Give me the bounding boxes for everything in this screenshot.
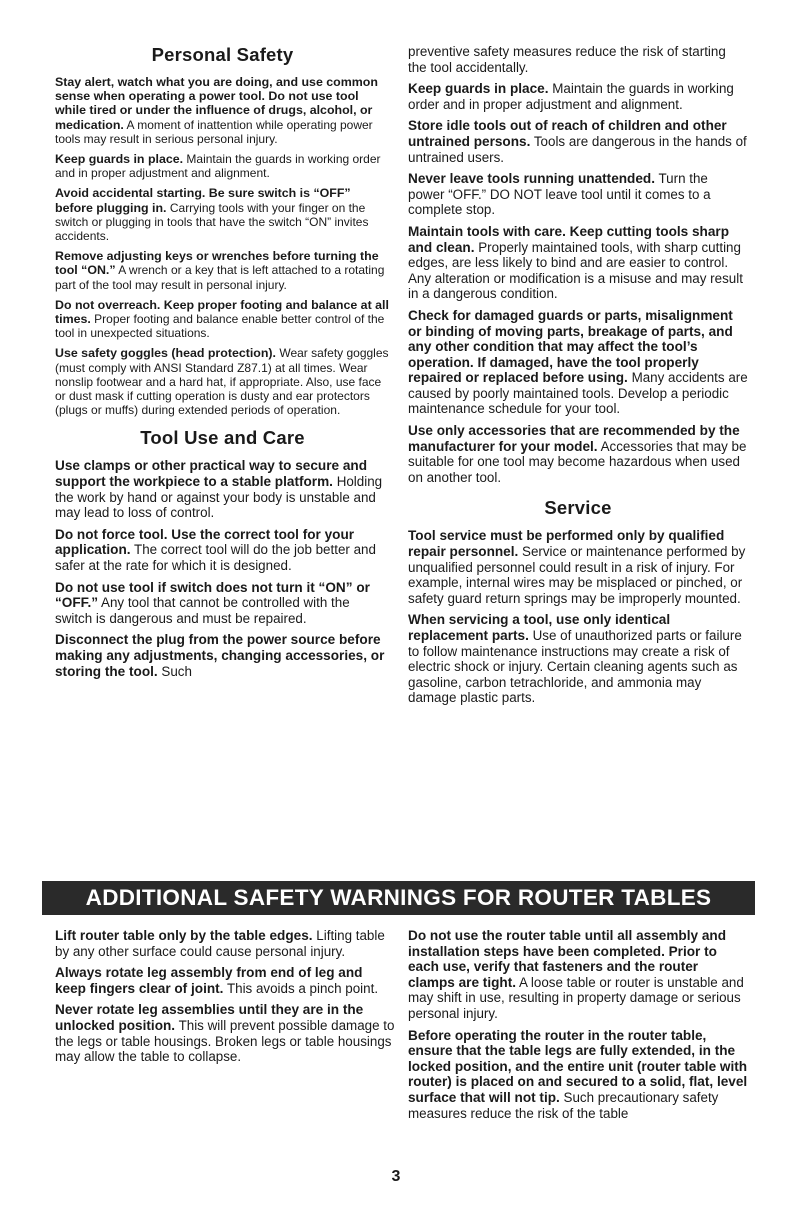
paragraph-body: Such precautionary safety measures reduce the risk of the table [408, 1089, 719, 1121]
paragraph-lead: Tool service must be performed only by qualified repair personnel. [408, 528, 725, 560]
paragraph-lead: Maintain tools with care. Keep cutting tools sharp and clean. [408, 223, 729, 255]
paragraph [408, 423, 748, 485]
paragraph-body: This will prevent possible damage to the legs or table housings. Broken legs or table housings may allow the table to collapse. [55, 1017, 395, 1065]
paragraph-lead: Always rotate leg assembly from end of leg and keep fingers clear of joint. [55, 965, 363, 996]
paragraph [55, 186, 390, 243]
paragraph-lead: Check for damaged guards or parts, misalignment or binding of moving parts, breakage of parts, and any other condition that may affect the tool’s operation. If damaged, have the tool properly repaired or replaced before using. [408, 307, 733, 386]
paragraph-lead: Store idle tools out of reach of children and other untrained persons. [408, 118, 727, 149]
paragraph-lead: Stay alert, watch what you are doing, and use common sense when operating a power tool. Do not use tool while tired or under the influence of drugs, alcohol, or medication. [55, 75, 378, 132]
paragraph-body: Maintain the guards in working order and in proper adjustment and alignment. [408, 81, 734, 112]
paragraph-body: Holding the work by hand or against your body is unstable and may lead to loss of control. [55, 474, 383, 521]
column-right-top [408, 44, 748, 712]
paragraph-lead: Do not use tool if switch does not turn it “ON” or “OFF.” [55, 579, 370, 611]
paragraph-body: Turn the power “OFF.” DO NOT leave tool until it comes to a complete stop. [408, 171, 711, 218]
paragraph-body: Properly maintained tools, with sharp cutting edges, are less likely to bind and are easier to control. Any alteration or modification is a misuse and may result in a dangerous condition. [408, 239, 743, 302]
paragraph [55, 249, 390, 292]
paragraph-lead: Keep guards in place. [408, 81, 549, 97]
paragraph-body: Such [157, 663, 192, 679]
paragraph-lead: Never leave tools running unattended. [408, 171, 655, 187]
paragraph-lead: Never rotate leg assemblies until they are in the unlocked position. [55, 1002, 364, 1033]
paragraph [408, 118, 748, 165]
paragraph-body: Tools are dangerous in the hands of untrained users. [408, 133, 747, 165]
paragraph [55, 298, 390, 341]
page-number: 3 [391, 1168, 401, 1185]
paragraph [408, 81, 748, 112]
paragraph-body: Maintain the guards in working order and in proper adjustment and alignment. [55, 152, 381, 181]
paragraph-lead: Do not use the router table until all assembly and installation steps have been completed. Prior to each use, verify that fasteners and the router clamps are tight. [408, 928, 726, 990]
personal-safety-heading: Personal Safety [151, 44, 294, 65]
paragraph-lead: Do not force tool. Use the correct tool for your application. [55, 526, 355, 558]
paragraph [55, 346, 390, 417]
paragraph [55, 632, 390, 679]
paragraph-body: A loose table or router is unstable and may shift in use, resulting in property damage or serious personal injury. [408, 974, 744, 1021]
paragraph-lead: Before operating the router in the router table, ensure that the table legs are fully extended, in the locked position, and the entire unit (router table with router) is placed on and secured to a solid, flat, level surface that will not tip. [408, 1027, 748, 1105]
paragraph [55, 75, 390, 146]
paragraph-body: Lifting table by any other surface could cause personal injury. [55, 928, 385, 959]
paragraph-body: This avoids a pinch point. [223, 980, 379, 996]
tool-use-heading: Tool Use and Care [140, 427, 305, 449]
column-left-top [55, 44, 390, 685]
paragraph [408, 308, 748, 417]
paragraph-body: Any tool that cannot be controlled with the switch is dangerous and must be repaired. [55, 595, 350, 626]
paragraph-lead: Avoid accidental starting. Be sure switch is “OFF” before plugging in. [55, 186, 351, 215]
paragraph-body: Proper footing and balance enable better control of the tool in unexpected situations. [55, 312, 385, 341]
paragraph [408, 171, 748, 218]
paragraph-lead: Remove adjusting keys or wrenches before turning the tool “ON.” [55, 249, 379, 278]
column-left-bottom [55, 928, 397, 1071]
paragraph [55, 1002, 397, 1064]
paragraph-lead: Disconnect the plug from the power source before making any adjustments, changing accessories, or storing the tool. [55, 632, 385, 679]
paragraph-body: Use of unauthorized parts or failure to follow maintenance instructions may create a risk of electric shock or injury. Certain cleaning agents such as gasoline, carbon tetrachloride, and ammonia may damage plastic parts. [408, 628, 742, 706]
router-table-warnings-banner: ADDITIONAL SAFETY WARNINGS FOR ROUTER TABLES [42, 881, 755, 915]
paragraph [55, 152, 390, 180]
paragraph [55, 458, 390, 520]
paragraph-body: A wrench or a key that is left attached to a rotating part of the tool may result in personal injury. [55, 263, 385, 292]
paragraph-lead: Use clamps or other practical way to secure and support the workpiece to a stable platform. [55, 458, 368, 490]
paragraph [408, 1028, 748, 1122]
paragraph-body: Carrying tools with your finger on the switch or plugging in tools that have the switch “ON” invites accidents. [55, 200, 369, 244]
paragraph-body: Many accidents are caused by poorly maintained tools. Develop a periodic maintenance schedule for your tool. [408, 370, 748, 417]
paragraph-lead: When servicing a tool, use only identical replacement parts. [408, 612, 671, 643]
service-heading: Service [544, 497, 612, 519]
paragraph-lead: Lift router table only by the table edges. [55, 928, 313, 943]
paragraph-body: Service or maintenance performed by unqualified personnel could result in a risk of injury. For example, internal wires may be misplaced or pinched, or safety guard return springs may be improperly mounted. [408, 544, 746, 606]
paragraph [55, 928, 397, 959]
paragraph-body: Accessories that may be suitable for one tool may become hazardous when used on another tool. [408, 438, 747, 485]
paragraph [408, 612, 748, 706]
paragraph-lead: Use safety goggles (head protection). [55, 346, 277, 361]
paragraph [55, 580, 390, 627]
paragraph [55, 965, 397, 996]
paragraph [408, 928, 748, 1022]
paragraph [55, 527, 390, 574]
paragraph-lead: Keep guards in place. [55, 152, 184, 167]
paragraph-lead: Use only accessories that are recommended by the manufacturer for your model. [408, 423, 740, 454]
paragraph-body: The correct tool will do the job better and safer at the rate for which it is designed. [55, 542, 376, 574]
paragraph-lead: Do not overreach. Keep proper footing and balance at all times. [55, 297, 389, 327]
column-right-bottom [408, 928, 748, 1127]
paragraph-body: A moment of inattention while operating power tools may result in serious personal injury. [55, 117, 373, 146]
paragraph-body: Wear safety goggles (must comply with ANSI Standard Z87.1) at all times. Wear nonslip footwear and a hard hat, if appropriate. Also, use face or dust mask if cutting operation is dusty and ear protectors (plugs or muffs) during extended periods of operation. [55, 346, 389, 418]
paragraph-continuation: preventive safety measures reduce the risk of starting the tool accidentally. [408, 44, 726, 75]
paragraph [408, 528, 748, 606]
paragraph [408, 224, 748, 302]
